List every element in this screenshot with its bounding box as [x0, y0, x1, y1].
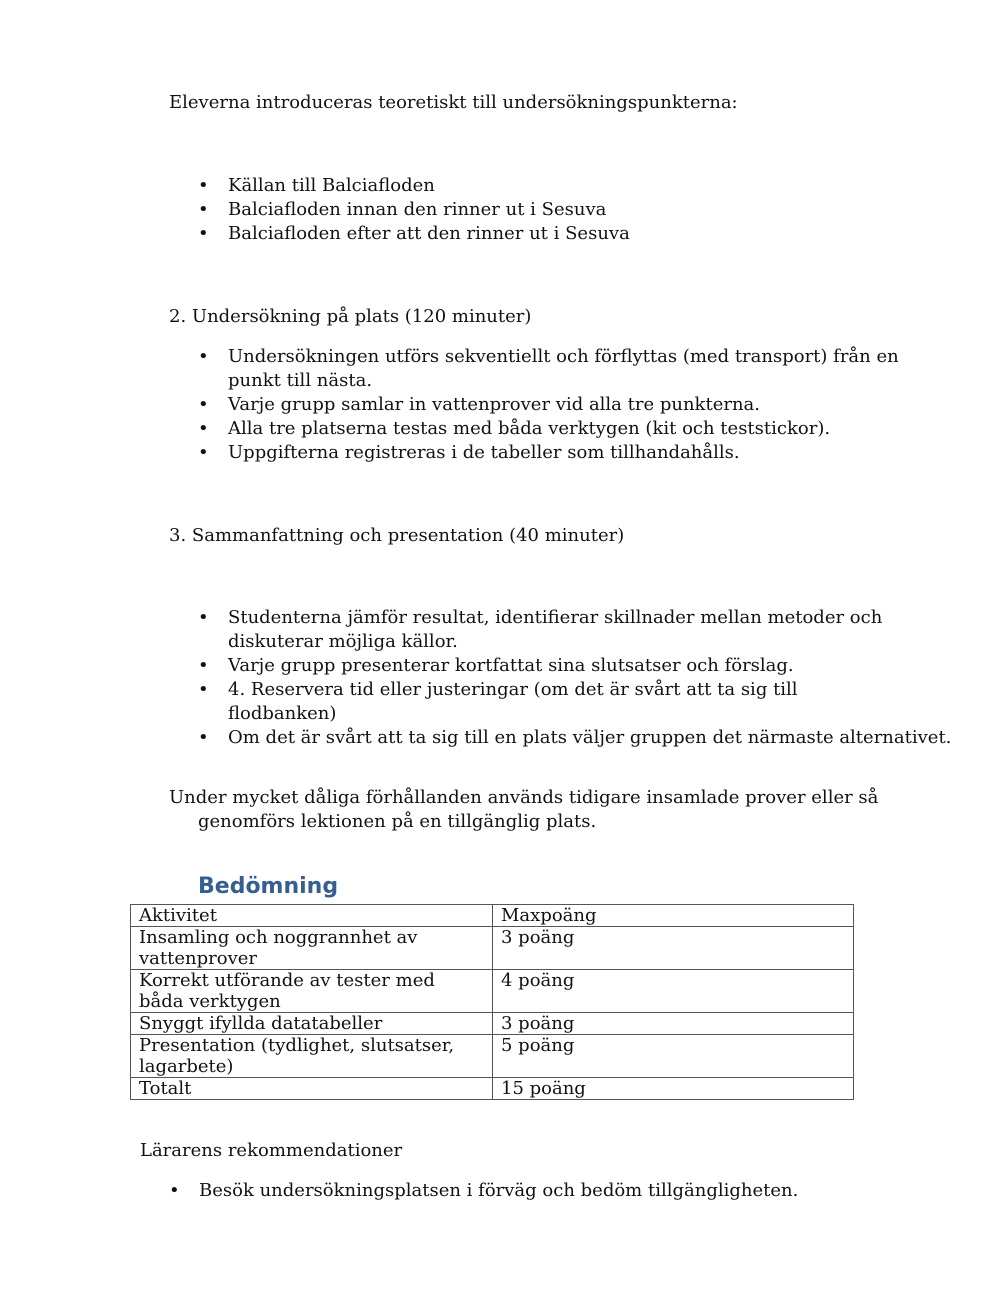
table-row: [131, 1078, 854, 1100]
assessment-table: [130, 904, 854, 1100]
list-item: [140, 1179, 900, 1203]
table-cell: Totalt: [131, 1078, 493, 1100]
list-item-text: Om det är svårt att ta sig till en plats väljer gruppen det närmaste alternativet.: [228, 727, 952, 748]
list-item-text: 4. Reservera tid eller justeringar (om det är svårt att ta sig till flodbanken): [228, 679, 798, 724]
bullet-icon: •: [198, 346, 209, 367]
table-cell: Snyggt ifyllda datatabeller: [131, 1013, 493, 1035]
list-item: [169, 441, 909, 465]
bullet-icon: •: [198, 418, 209, 439]
list-item-text: Varje grupp samlar in vattenprover vid alla tre punkterna.: [228, 394, 761, 415]
table-row: [131, 1035, 854, 1078]
bullet-icon: •: [198, 727, 209, 748]
bullet-icon: •: [198, 442, 209, 463]
bullet-icon: •: [198, 655, 209, 676]
list-item: [169, 174, 929, 198]
list-item-text: Varje grupp presenterar kortfattat sina slutsatser och förslag.: [228, 655, 794, 676]
list-item: [169, 417, 909, 441]
table-header-cell: Maxpoäng: [493, 905, 854, 927]
table-row: [131, 1013, 854, 1035]
list-item: [169, 678, 909, 726]
table-cell: Presentation (tydlighet, slutsatser, lagarbete): [131, 1035, 493, 1078]
investigation-points-list: [169, 174, 929, 246]
list-item: [169, 654, 909, 678]
list-item-text: Uppgifterna registreras i de tabeller som tillhandahålls.: [228, 442, 740, 463]
list-item: [169, 393, 909, 417]
table-cell: 15 poäng: [493, 1078, 854, 1100]
section-2-list: [169, 345, 909, 465]
bullet-icon: •: [198, 679, 209, 700]
table-cell: 3 poäng: [493, 1013, 854, 1035]
teacher-recommendations-title: Lärarens rekommendationer: [140, 1140, 403, 1161]
list-item-text: Undersökningen utförs sekventiellt och förflyttas (med transport) från en punkt till nästa.: [228, 346, 899, 391]
section-2-title: 2. Undersökning på plats (120 minuter): [169, 306, 532, 327]
assessment-heading: Bedömning: [198, 874, 339, 899]
table-header-cell: Aktivitet: [131, 905, 493, 927]
bullet-icon: •: [198, 394, 209, 415]
table-cell: 5 poäng: [493, 1035, 854, 1078]
bullet-icon: •: [198, 199, 209, 220]
list-item: [169, 222, 929, 246]
table-cell: 4 poäng: [493, 970, 854, 1013]
teacher-recommendations-list: [140, 1179, 900, 1203]
list-item-text: Balciafloden efter att den rinner ut i Sesuva: [228, 223, 630, 244]
bullet-icon: •: [198, 175, 209, 196]
section-3-list: [169, 606, 952, 750]
bullet-icon: •: [169, 1180, 180, 1201]
list-item: [169, 726, 952, 750]
list-item: [169, 606, 909, 654]
list-item-text: Besök undersökningsplatsen i förväg och bedöm tillgängligheten.: [199, 1180, 799, 1201]
bullet-icon: •: [198, 223, 209, 244]
list-item-text: Källan till Balciafloden: [228, 175, 435, 196]
section-3-title: 3. Sammanfattning och presentation (40 minuter): [169, 525, 625, 546]
table-row: [131, 970, 854, 1013]
intro-paragraph: Eleverna introduceras teoretiskt till undersökningspunkterna:: [169, 92, 738, 113]
table-row: [131, 927, 854, 970]
list-item-text: Alla tre platserna testas med båda verktygen (kit och teststickor).: [228, 418, 831, 439]
table-header-row: [131, 905, 854, 927]
bad-conditions-paragraph: Under mycket dåliga förhållanden används tidigare insamlade prover eller så genomförs lektionen på en tillgänglig plats.: [169, 787, 879, 832]
table-cell: Insamling och noggrannhet av vattenprover: [131, 927, 493, 970]
table-cell: 3 poäng: [493, 927, 854, 970]
bullet-icon: •: [198, 607, 209, 628]
list-item: [169, 345, 909, 393]
table-cell: Korrekt utförande av tester med båda verktygen: [131, 970, 493, 1013]
list-item: [169, 198, 929, 222]
list-item-text: Studenterna jämför resultat, identifierar skillnader mellan metoder och diskuterar möjliga källor.: [228, 607, 883, 652]
list-item-text: Balciafloden innan den rinner ut i Sesuva: [228, 199, 607, 220]
